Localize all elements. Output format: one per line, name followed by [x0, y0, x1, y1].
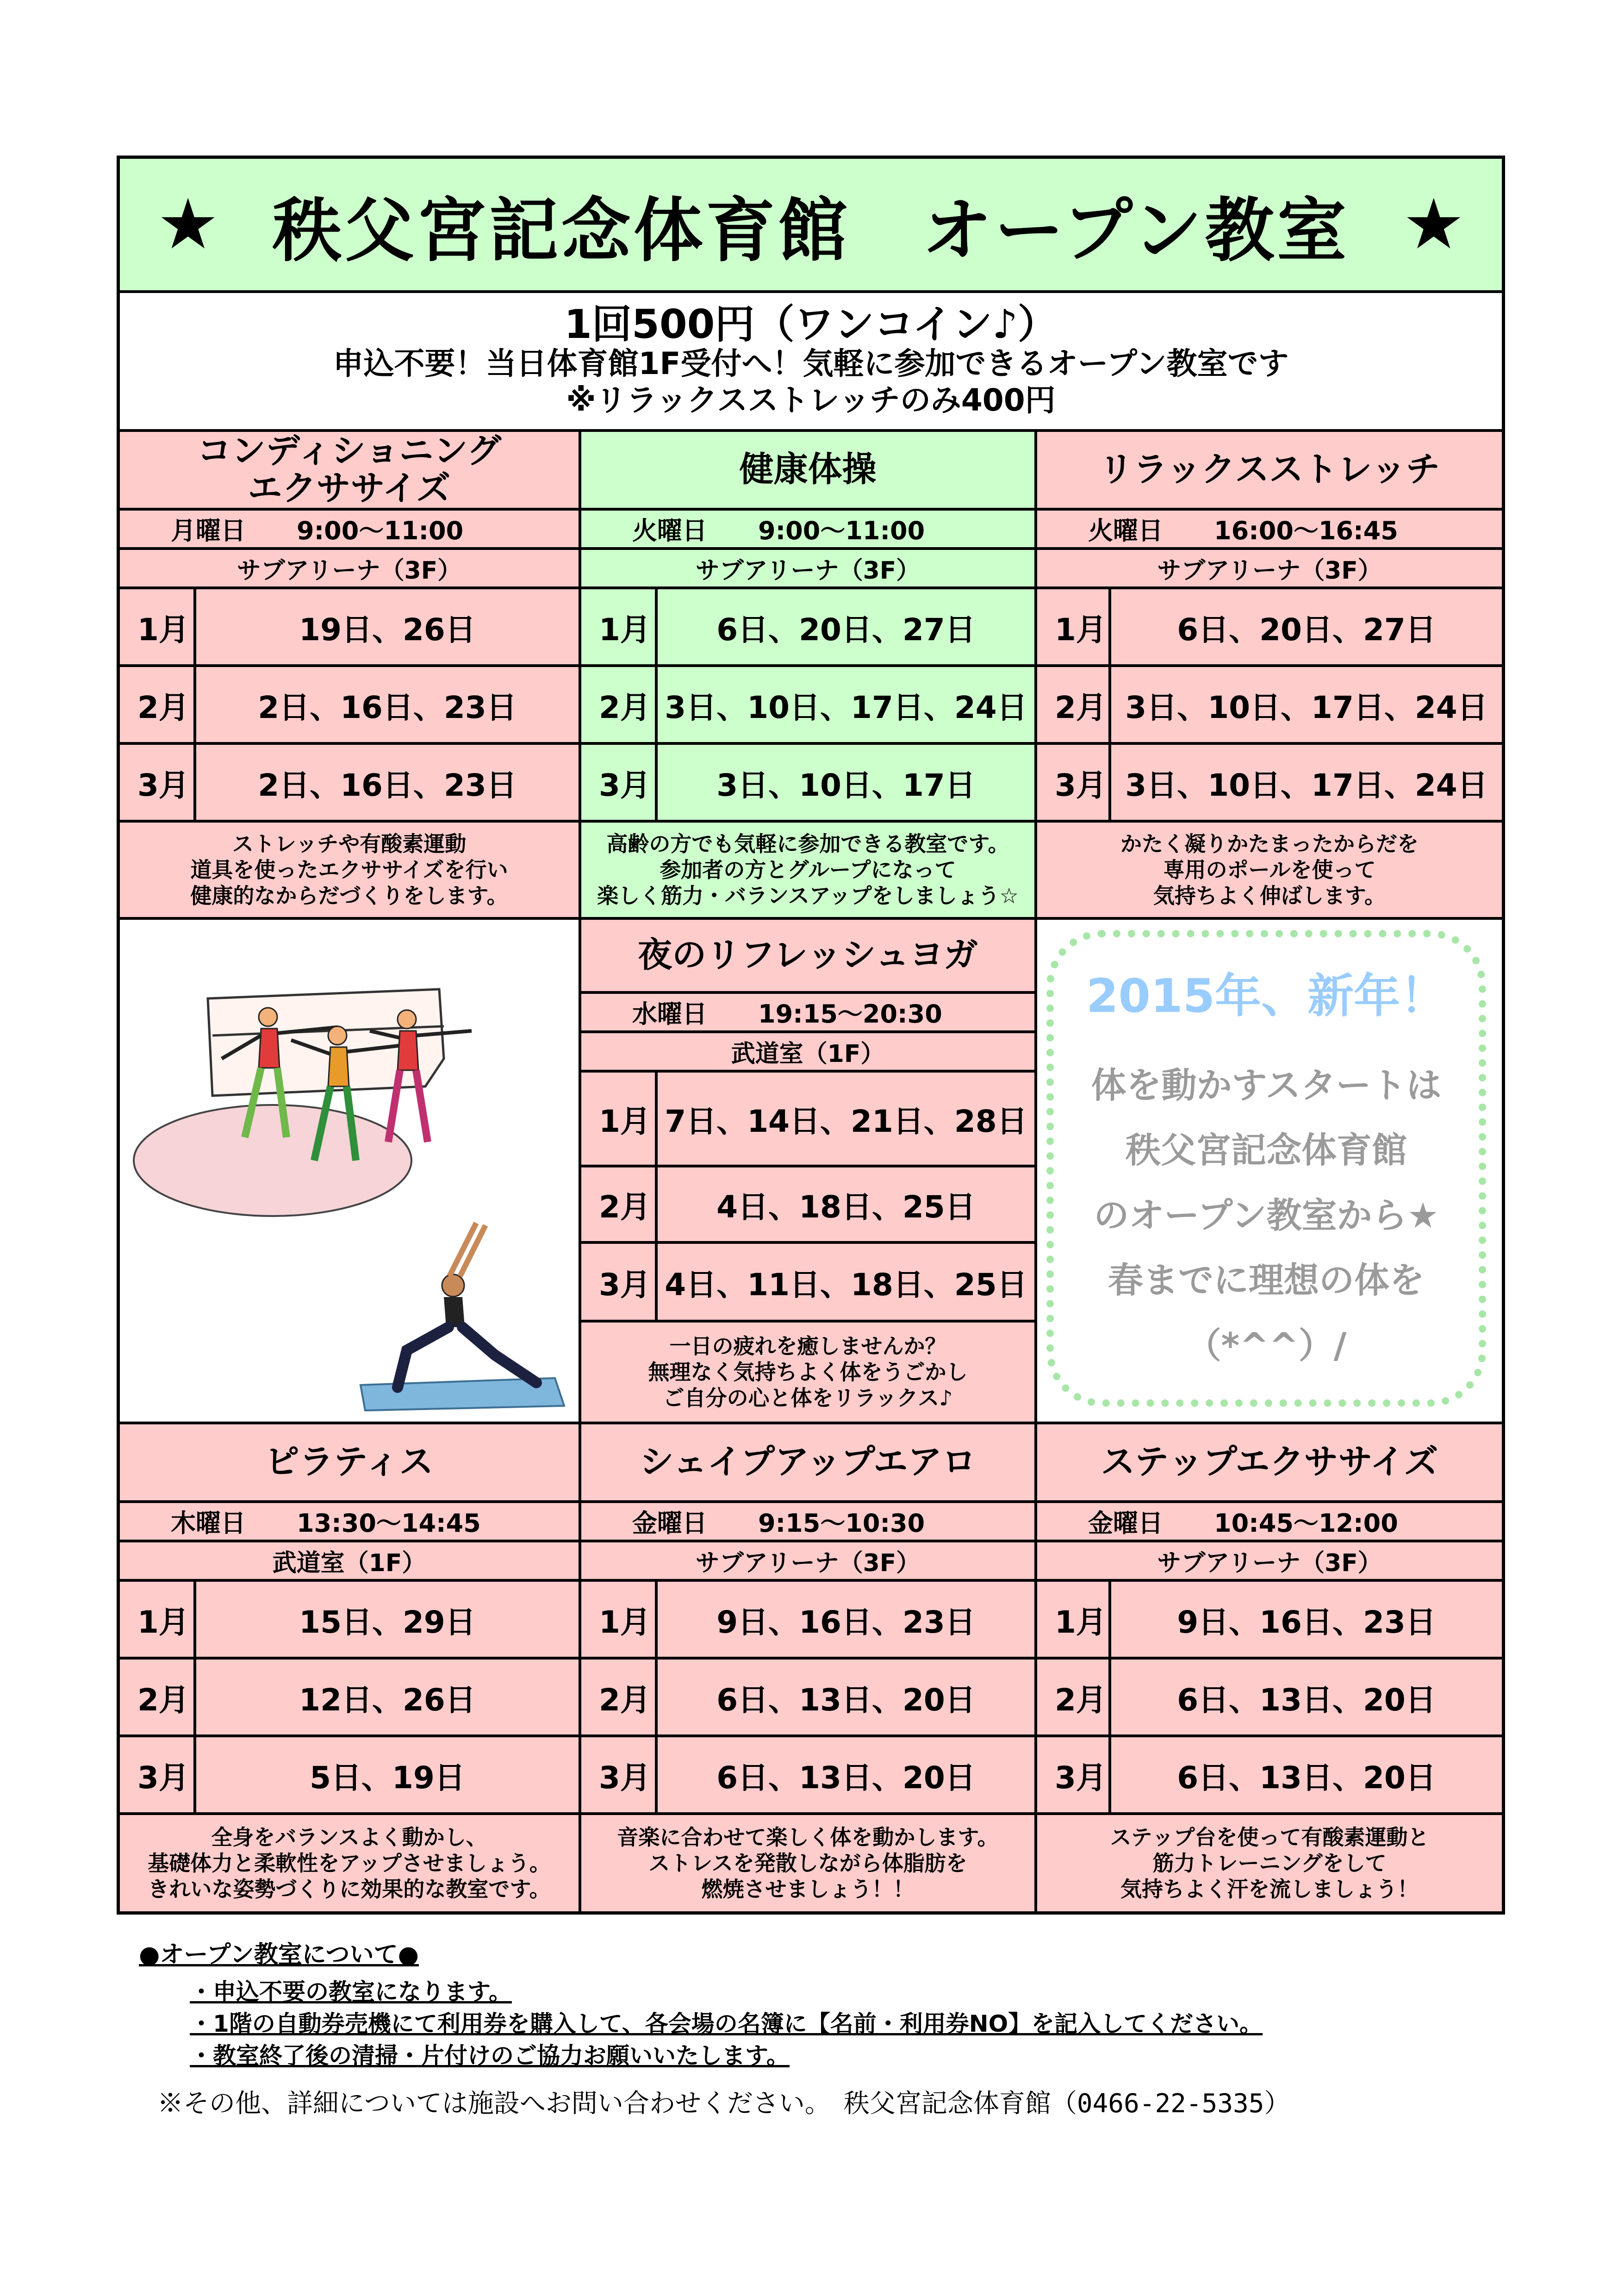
- class-name-line: シェイプアップエアロ: [639, 1442, 977, 1482]
- class-venue: サブアリーナ（3F）: [580, 1541, 1036, 1580]
- month-label: 2月: [580, 1166, 656, 1242]
- class-schedule: [118, 1502, 580, 1541]
- desc-line: 健康的なからだづくりをします。: [190, 883, 508, 909]
- class-description: [118, 1814, 580, 1913]
- notes-section: [139, 1935, 1509, 2120]
- desc-line: 楽しく筋力・バランスアップをしましょう☆: [597, 883, 1019, 909]
- desc-line: きれいな姿勢づくりに効果的な教室です。: [148, 1877, 551, 1902]
- month-label: 3月: [1036, 743, 1110, 821]
- class-schedule: [118, 509, 580, 549]
- promo-frame: [1046, 930, 1486, 1407]
- month-dates: 5日、19日: [195, 1736, 580, 1814]
- month-dates: 3日、10日、17日、24日: [1110, 666, 1503, 743]
- month-label: 2月: [118, 666, 195, 743]
- desc-line: かたく凝りかたまったからだを: [1120, 831, 1419, 856]
- month-label: 1月: [1036, 1580, 1110, 1658]
- month-label: 3月: [118, 743, 195, 821]
- class-venue: 武道室（1F）: [580, 1032, 1036, 1071]
- class-time: 10:45～12:00: [1214, 1509, 1398, 1538]
- month-dates: 3日、10日、17日: [656, 743, 1036, 821]
- class-name-line: ステップエクササイズ: [1101, 1442, 1438, 1482]
- class-description: [1036, 821, 1503, 918]
- month-label: 1月: [580, 588, 656, 666]
- class-time: 19:15～20:30: [758, 999, 942, 1029]
- class-time: 13:30～14:45: [297, 1509, 481, 1538]
- month-dates: 6日、20日、27日: [656, 588, 1036, 666]
- class-day: 木曜日: [171, 1509, 246, 1538]
- class-day: 金曜日: [1088, 1509, 1163, 1538]
- class-schedule: [580, 1502, 1036, 1541]
- class-schedule: [1036, 509, 1503, 549]
- class-day: 火曜日: [632, 516, 707, 545]
- desc-line: 全身をバランスよく動かし、: [211, 1824, 487, 1850]
- month-label: 2月: [1036, 1658, 1110, 1736]
- month-label: 1月: [1036, 588, 1110, 666]
- month-label: 2月: [580, 666, 656, 743]
- promo-line: のオープン教室から★: [1094, 1194, 1439, 1236]
- class-name-line: ピラティス: [265, 1442, 434, 1482]
- desc-line: 気持ちよく汗を流しましょう！: [1120, 1877, 1419, 1902]
- month-label: 3月: [580, 743, 656, 821]
- desc-line: ご自分の心と体をリラックス♪: [663, 1385, 953, 1411]
- class-name-line: コンディショニング: [197, 430, 502, 471]
- dancers-illustration: [120, 920, 581, 1424]
- class-schedule: [580, 509, 1036, 549]
- class-time: 16:00～16:45: [1214, 516, 1398, 545]
- month-label: 2月: [1036, 666, 1110, 743]
- promo-line: 体を動かすスタートは: [1091, 1064, 1442, 1106]
- class-description: [1036, 1814, 1503, 1913]
- price-main: 1回500円（ワンコイン♪）: [564, 301, 1058, 348]
- price-banner: [118, 292, 1503, 430]
- month-dates: 2日、16日、23日: [195, 666, 580, 743]
- desc-line: 音楽に合わせて楽しく体を動かします。: [617, 1824, 999, 1850]
- desc-line: 専用のポールを使って: [1163, 857, 1376, 882]
- class-description: [580, 1814, 1036, 1913]
- desc-line: ステップ台を使って有酸素運動と: [1110, 1824, 1429, 1850]
- class-venue: サブアリーナ（3F）: [118, 549, 580, 588]
- month-dates: 15日、29日: [195, 1580, 580, 1658]
- desc-line: 一日の疲れを癒しませんか？: [669, 1333, 946, 1359]
- month-label: 3月: [580, 1242, 656, 1321]
- class-name: [1036, 1423, 1503, 1502]
- month-dates: 6日、13日、20日: [1110, 1736, 1503, 1814]
- month-label: 3月: [1036, 1736, 1110, 1814]
- promo-line: 春までに理想の体を: [1108, 1260, 1425, 1301]
- desc-line: 無理なく気持ちよく体をうごかし: [648, 1359, 968, 1385]
- class-name: [580, 1423, 1036, 1502]
- class-schedule: [580, 992, 1036, 1032]
- class-name-line: リラックスストレッチ: [1099, 449, 1440, 490]
- note-item: ・1階の自動券売機にて利用券を購入して、各会場の名簿に【名前・利用券NO】を記入してください。: [190, 2010, 1263, 2037]
- desc-line: 参加者の方とグループになって: [660, 857, 956, 882]
- class-day: 金曜日: [632, 1509, 707, 1538]
- month-dates: 2日、16日、23日: [195, 743, 580, 821]
- desc-line: 道具を使ったエクササイズを行い: [190, 857, 508, 882]
- class-venue: サブアリーナ（3F）: [580, 549, 1036, 588]
- month-label: 1月: [118, 588, 195, 666]
- desc-line: 気持ちよく伸ばします。: [1153, 883, 1386, 909]
- desc-line: 高齢の方でも気軽に参加できる教室です。: [606, 831, 1009, 856]
- desc-line: 基礎体力と柔軟性をアップさせましょう。: [148, 1850, 551, 1876]
- promo-line: 秩父宮記念体育館: [1126, 1129, 1407, 1171]
- class-name: [1036, 430, 1503, 509]
- class-name-line: 夜のリフレッシュヨガ: [638, 935, 978, 975]
- month-label: 1月: [580, 1580, 656, 1658]
- month-dates: 19日、26日: [195, 588, 580, 666]
- illustration-panel: [118, 918, 580, 1423]
- month-dates: 9日、16日、23日: [1110, 1580, 1503, 1658]
- class-name: [580, 430, 1036, 509]
- month-dates: 6日、13日、20日: [656, 1658, 1036, 1736]
- note-item: ・申込不要の教室になります。: [190, 1978, 512, 2005]
- note-item: ・教室終了後の清掃・片付けのご協力お願いいたします。: [190, 2042, 790, 2069]
- class-day: 月曜日: [171, 516, 246, 545]
- page-title: 秩父宮記念体育館 オープン教室: [272, 191, 1350, 271]
- class-time: 9:15～10:30: [758, 1509, 925, 1538]
- month-dates: 7日、14日、21日、28日: [656, 1071, 1036, 1166]
- month-dates: 6日、13日、20日: [656, 1736, 1036, 1814]
- price-note: 申込不要！当日体育館1F受付へ！気軽に参加できるオープン教室です: [333, 345, 1289, 381]
- month-dates: 3日、10日、17日、24日: [656, 666, 1036, 743]
- class-day: 水曜日: [632, 999, 707, 1029]
- class-venue: サブアリーナ（3F）: [1036, 549, 1503, 588]
- class-name: [580, 918, 1036, 992]
- desc-line: ストレスを発散しながら体脂肪を: [648, 1850, 967, 1876]
- class-description: [580, 1321, 1036, 1423]
- class-time: 9:00～11:00: [758, 516, 925, 545]
- class-day: 火曜日: [1088, 516, 1163, 545]
- class-name: [118, 1423, 580, 1502]
- star-left-icon: ★: [157, 184, 219, 265]
- promo-line: （*^^）/: [1186, 1324, 1347, 1366]
- month-dates: 9日、16日、23日: [656, 1580, 1036, 1658]
- month-label: 1月: [118, 1580, 195, 1658]
- class-schedule: [1036, 1502, 1503, 1541]
- promo-panel: [1036, 918, 1503, 1423]
- month-dates: 12日、26日: [195, 1658, 580, 1736]
- month-dates: 3日、10日、17日、24日: [1110, 743, 1503, 821]
- class-venue: 武道室（1F）: [118, 1541, 580, 1580]
- month-dates: 4日、18日、25日: [656, 1166, 1036, 1242]
- class-name: [118, 430, 580, 509]
- desc-line: ストレッチや有酸素運動: [232, 831, 467, 856]
- promo-headline: 2015年、新年！: [1086, 968, 1447, 1023]
- month-label: 2月: [580, 1658, 656, 1736]
- class-name-line: 健康体操: [739, 449, 877, 490]
- class-venue: サブアリーナ（3F）: [1036, 1541, 1503, 1580]
- contact-footer: ※その他、詳細については施設へお問い合わせください。 秩父宮記念体育館（0466-22-5335）: [157, 2089, 1290, 2119]
- desc-line: 燃焼させましょう！！: [701, 1877, 915, 1902]
- star-right-icon: ★: [1402, 184, 1465, 265]
- schedule-sheet: [117, 156, 1505, 1915]
- class-description: [580, 821, 1036, 918]
- desc-line: 筋力トレーニングをして: [1152, 1850, 1387, 1876]
- class-name-line: エクササイズ: [248, 468, 451, 508]
- month-label: 3月: [580, 1736, 656, 1814]
- month-label: 2月: [118, 1658, 195, 1736]
- month-label: 1月: [580, 1071, 656, 1166]
- class-time: 9:00～11:00: [297, 516, 464, 545]
- price-exception: ※リラックスストレッチのみ400円: [566, 382, 1056, 418]
- month-dates: 6日、13日、20日: [1110, 1658, 1503, 1736]
- month-label: 3月: [118, 1736, 195, 1814]
- month-dates: 4日、11日、18日、25日: [656, 1242, 1036, 1321]
- notes-heading: ●オープン教室について●: [139, 1941, 419, 1969]
- header-bar: [118, 157, 1503, 292]
- class-description: [118, 821, 580, 918]
- month-dates: 6日、20日、27日: [1110, 588, 1503, 666]
